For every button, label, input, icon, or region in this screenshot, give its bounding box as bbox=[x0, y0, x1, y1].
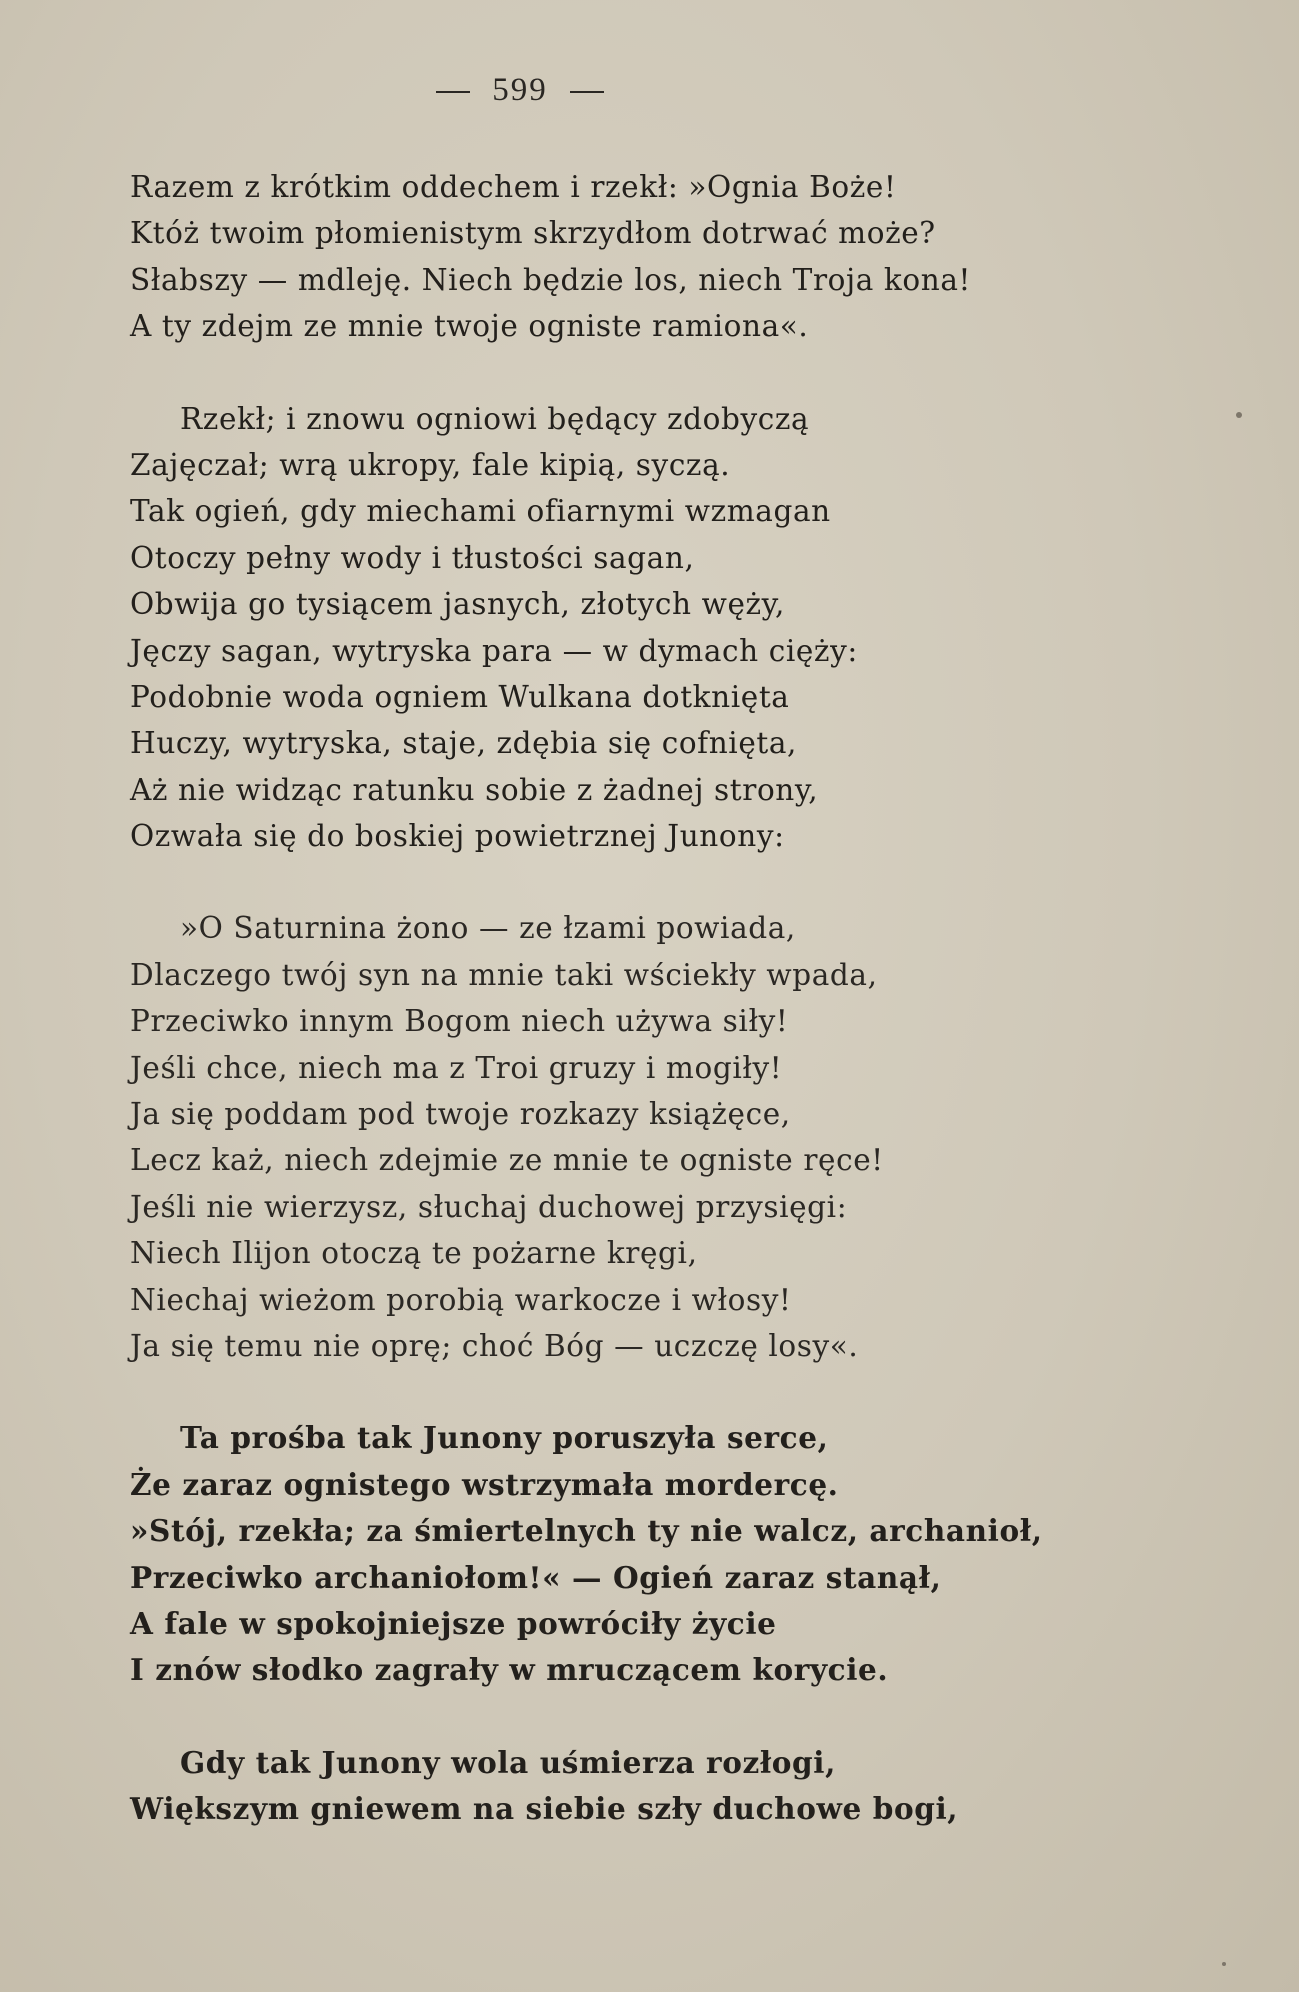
verse-line: Większym gniewem na siebie szły duchowe bogi, bbox=[130, 1791, 959, 1827]
verse-line: Rzekł; i znowu ogniowi będący zdobyczą bbox=[180, 401, 810, 436]
poem-text bbox=[130, 164, 1130, 1833]
verse-line: Dlaczego twój syn na mnie taki wściekły wpada, bbox=[130, 957, 878, 992]
verse-line: »O Saturnina żono — ze łzami powiada, bbox=[180, 911, 796, 946]
verse-line: Słabszy — mdleję. Niech będzie los, niech Troja kona! bbox=[130, 262, 972, 297]
verse-line: Jęczy sagan, wytryska para — w dymach cięży: bbox=[130, 633, 858, 668]
verse-line: Razem z krótkim oddechem i rzekł: »Ognia Boże! bbox=[130, 170, 897, 204]
paper-speck bbox=[1236, 412, 1242, 418]
verse-line: Ja się poddam pod twoje rozkazy książęce, bbox=[130, 1097, 791, 1132]
verse-line: Ozwała się do boskiej powietrznej Junony: bbox=[130, 819, 785, 854]
verse-line: Niech Ilijon otoczą te pożarne kręgi, bbox=[130, 1236, 698, 1271]
page-number-header bbox=[0, 72, 1040, 109]
verse-line: Podobnie woda ogniem Wulkana dotknięta bbox=[130, 679, 790, 714]
stanza-3 bbox=[130, 905, 1130, 1369]
verse-line: Aż nie widząc ratunku sobie z żadnej strony, bbox=[130, 772, 819, 807]
verse-line: Przeciwko archaniołom!« — Ogień zaraz stanął, bbox=[130, 1559, 942, 1595]
verse-line: Tak ogień, gdy miechami ofiarnymi wzmagan bbox=[130, 494, 831, 529]
verse-line: Huczy, wytryska, staje, zdębia się cofnięta, bbox=[130, 726, 798, 761]
verse-line: Jeśli chce, niech ma z Troi gruzy i mogiły! bbox=[130, 1050, 783, 1085]
right-dash bbox=[570, 91, 604, 93]
verse-line: A ty zdejm ze mnie twoje ogniste ramiona«. bbox=[130, 309, 809, 344]
verse-line: Jeśli nie wierzysz, słuchaj duchowej przysięgi: bbox=[130, 1189, 848, 1224]
page-number: 599 bbox=[492, 72, 548, 108]
verse-line: Otoczy pełny wody i tłustości sagan, bbox=[130, 540, 695, 575]
verse-line: Ta prośba tak Junony poruszyła serce, bbox=[180, 1420, 829, 1456]
verse-line: Że zaraz ognistego wstrzymała mordercę. bbox=[130, 1466, 839, 1502]
verse-line: Gdy tak Junony wola uśmierza rozłogi, bbox=[180, 1744, 836, 1780]
verse-line: Lecz każ, niech zdejmie ze mnie te ogniste ręce! bbox=[130, 1143, 884, 1178]
verse-line: I znów słodko zagrały w mruczącem korycie. bbox=[130, 1652, 889, 1688]
verse-line: Obwija go tysiącem jasnych, złotych węży, bbox=[130, 587, 785, 622]
verse-line: Ja się temu nie oprę; choć Bóg — uczczę losy«. bbox=[130, 1328, 859, 1363]
verse-line: Przeciwko innym Bogom niech używa siły! bbox=[130, 1004, 789, 1039]
stanza-4 bbox=[130, 1415, 1130, 1693]
stanza-5 bbox=[130, 1740, 1130, 1833]
verse-line: A fale w spokojniejsze powróciły życie bbox=[130, 1605, 777, 1641]
paper-speck bbox=[1222, 1962, 1226, 1966]
verse-line: Niechaj wieżom porobią warkocze i włosy! bbox=[130, 1282, 792, 1317]
verse-line: Któż twoim płomienistym skrzydłom dotrwać może? bbox=[130, 216, 936, 251]
stanza-1 bbox=[130, 164, 1130, 350]
left-dash bbox=[436, 91, 470, 93]
stanza-2 bbox=[130, 396, 1130, 860]
verse-line: »Stój, rzekła; za śmiertelnych ty nie walcz, archanioł, bbox=[130, 1513, 1043, 1549]
verse-line: Zajęczał; wrą ukropy, fale kipią, syczą. bbox=[130, 447, 731, 482]
